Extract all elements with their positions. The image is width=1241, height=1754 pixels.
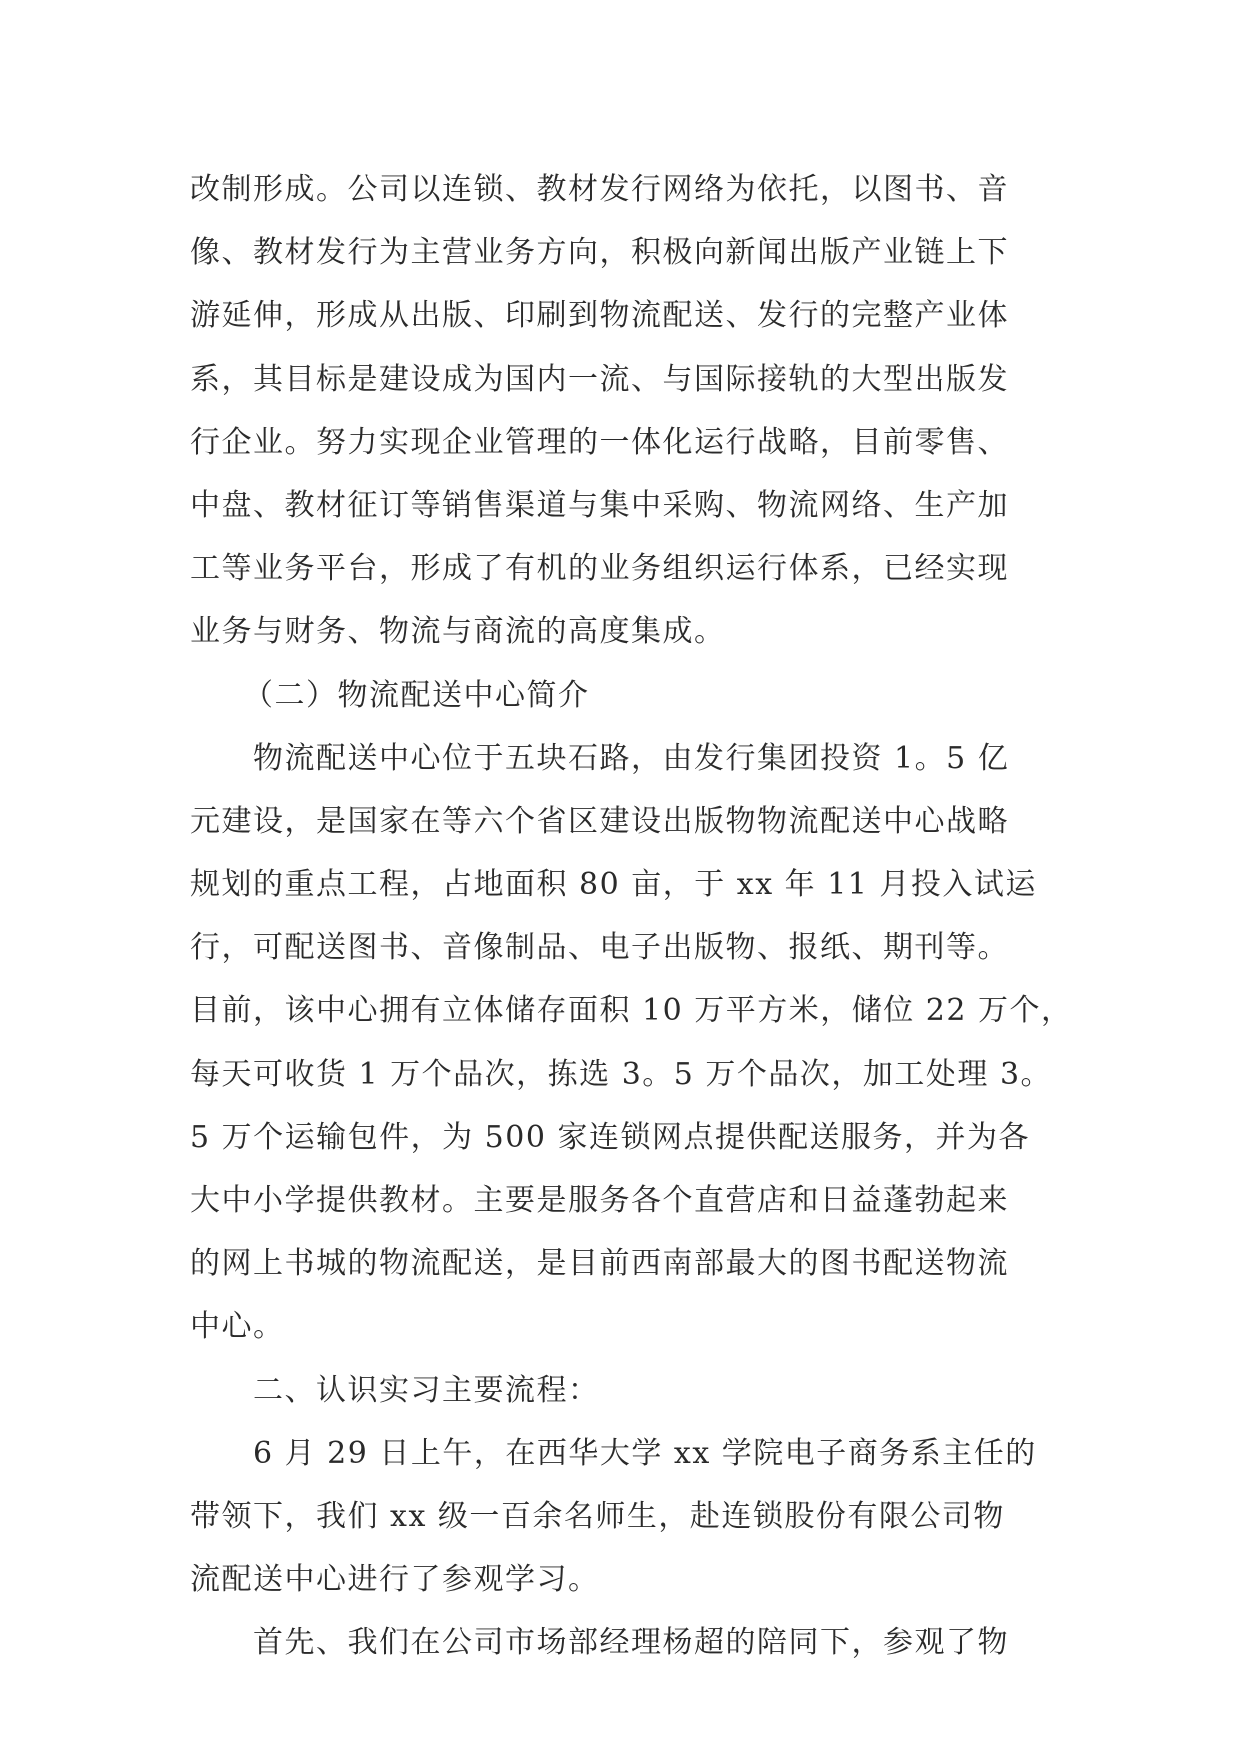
text-line: 业务与财务、物流与商流的高度集成。 xyxy=(190,614,726,650)
text-line: 5 万个运输包件，为 500 家连锁网点提供配送服务，并为各 xyxy=(190,1119,1030,1155)
text-line: 游延伸，形成从出版、印刷到物流配送、发行的完整产业体 xyxy=(190,298,1009,334)
text-line: 中心。 xyxy=(190,1309,285,1345)
text-line: 带领下，我们 xx 级一百余名师生，赴连锁股份有限公司物 xyxy=(190,1498,1005,1534)
text-line: 大中小学提供教材。主要是服务各个直营店和日益蓬勃起来 xyxy=(190,1183,1009,1218)
document-body xyxy=(190,158,1073,1675)
section-heading: 二、认识实习主要流程： xyxy=(253,1372,600,1408)
text-line: 行企业。努力实现企业管理的一体化运行战略，目前零售、 xyxy=(190,424,1009,460)
text-line: 系，其目标是建设成为国内一流、与国际接轨的大型出版发 xyxy=(190,361,1009,397)
text-line: 像、教材发行为主营业务方向，积极向新闻出版产业链上下 xyxy=(190,235,1009,271)
text-line: 6 月 29 日上午，在西华大学 xx 学院电子商务系主任的 xyxy=(253,1435,1037,1471)
section-heading: （二）物流配送中心简介 xyxy=(243,677,590,713)
text-line: 元建设，是国家在等六个省区建设出版物物流配送中心战略 xyxy=(190,803,1009,839)
text-line: 每天可收货 1 万个品次，拣选 3。5 万个品次，加工处理 3。 xyxy=(190,1056,1053,1092)
text-line: 流配送中心进行了参观学习。 xyxy=(190,1562,600,1598)
text-line: 规划的重点工程，占地面积 80 亩，于 xx 年 11 月投入试运 xyxy=(190,867,1037,903)
text-line: 目前，该中心拥有立体储存面积 10 万平方米，储位 22 万个， xyxy=(190,993,1073,1029)
text-line: 中盘、教材征订等销售渠道与集中采购、物流网络、生产加 xyxy=(190,487,1009,523)
text-line: 首先、我们在公司市场部经理杨超的陪同下，参观了物 xyxy=(253,1625,1009,1661)
text-line: 物流配送中心位于五块石路，由发行集团投资 1。5 亿 xyxy=(253,740,1010,776)
text-line: 改制形成。公司以连锁、教材发行网络为依托，以图书、音 xyxy=(190,172,1009,207)
text-line: 的网上书城的物流配送，是目前西南部最大的图书配送物流 xyxy=(190,1246,1009,1282)
text-line: 工等业务平台，形成了有机的业务组织运行体系，已经实现 xyxy=(190,551,1009,587)
text-line: 行，可配送图书、音像制品、电子出版物、报纸、期刊等。 xyxy=(190,930,1009,966)
